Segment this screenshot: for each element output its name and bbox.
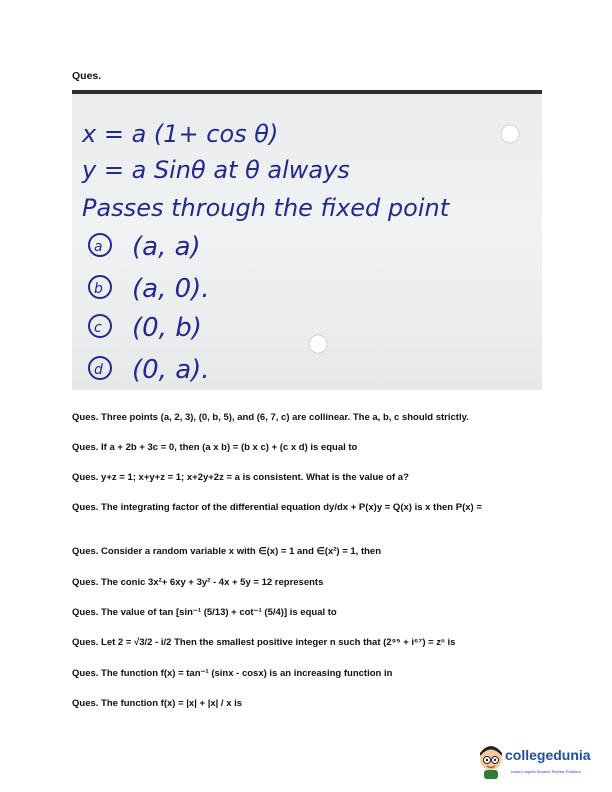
handwritten-line-2: y = a Sinθ at θ always	[82, 156, 350, 184]
option-d-text: (0, a).	[132, 355, 210, 385]
mascot-icon	[478, 745, 504, 779]
handwritten-line-3: Passes through the fixed point	[82, 194, 450, 222]
question-3: Ques. y+z = 1; x+y+z = 1; x+2y+2z = a is consistent. What is the value of a?	[72, 472, 409, 483]
question-5: Ques. Consider a random variable x with ∈(x) = 1 and ∈(x²) = 1, then	[72, 546, 382, 557]
question-7: Ques. The value of tan [sin⁻¹ (5/13) + cot⁻¹ (5/4)] is equal to	[72, 607, 337, 618]
handwritten-question-photo	[72, 90, 542, 390]
brand-tagline: India's largest Student Review Platform	[511, 769, 581, 774]
question-9: Ques. The function f(x) = tan⁻¹ (sinx - cosx) is an increasing function in	[72, 668, 393, 679]
question-4: Ques. The integrating factor of the differential equation dy/dx + P(x)y = Q(x) is x then P(x) =	[72, 502, 482, 513]
option-b-text: (a, 0).	[132, 274, 210, 304]
option-d	[89, 355, 210, 385]
option-a-text: (a, a)	[132, 232, 201, 262]
option-marker-d: d	[94, 362, 103, 378]
option-c-text: (0, b)	[132, 313, 202, 343]
option-marker-b: b	[94, 281, 103, 297]
option-b	[89, 274, 210, 304]
page-heading: Ques.	[72, 70, 102, 82]
question-6: Ques. The conic 3x²+ 6xy + 3y² - 4x + 5y = 12 represents	[72, 577, 324, 588]
option-c	[89, 313, 202, 343]
question-2: Ques. If a + 2b + 3c = 0, then (a x b) = (b x c) + (c x d) is equal to	[72, 442, 358, 453]
option-marker-a: a	[94, 239, 103, 255]
brand-name: collegedunia	[505, 747, 591, 763]
option-a	[89, 232, 201, 262]
question-10: Ques. The function f(x) = |x| + |x| / x is	[72, 698, 243, 709]
handwritten-line-1: x = a (1+ cos θ)	[82, 120, 279, 148]
handwriting-canvas	[72, 90, 542, 390]
collegedunia-logo	[478, 745, 608, 785]
option-marker-c: c	[94, 320, 102, 336]
question-8: Ques. Let 2 = √3/2 - i/2 Then the smallest positive integer n such that (2⁹⁵ + i⁶⁷) = zⁿ is	[72, 637, 456, 648]
question-1: Ques. Three points (a, 2, 3), (0, b, 5), and (6, 7, c) are collinear. The a, b, c should strictly.	[72, 412, 469, 423]
